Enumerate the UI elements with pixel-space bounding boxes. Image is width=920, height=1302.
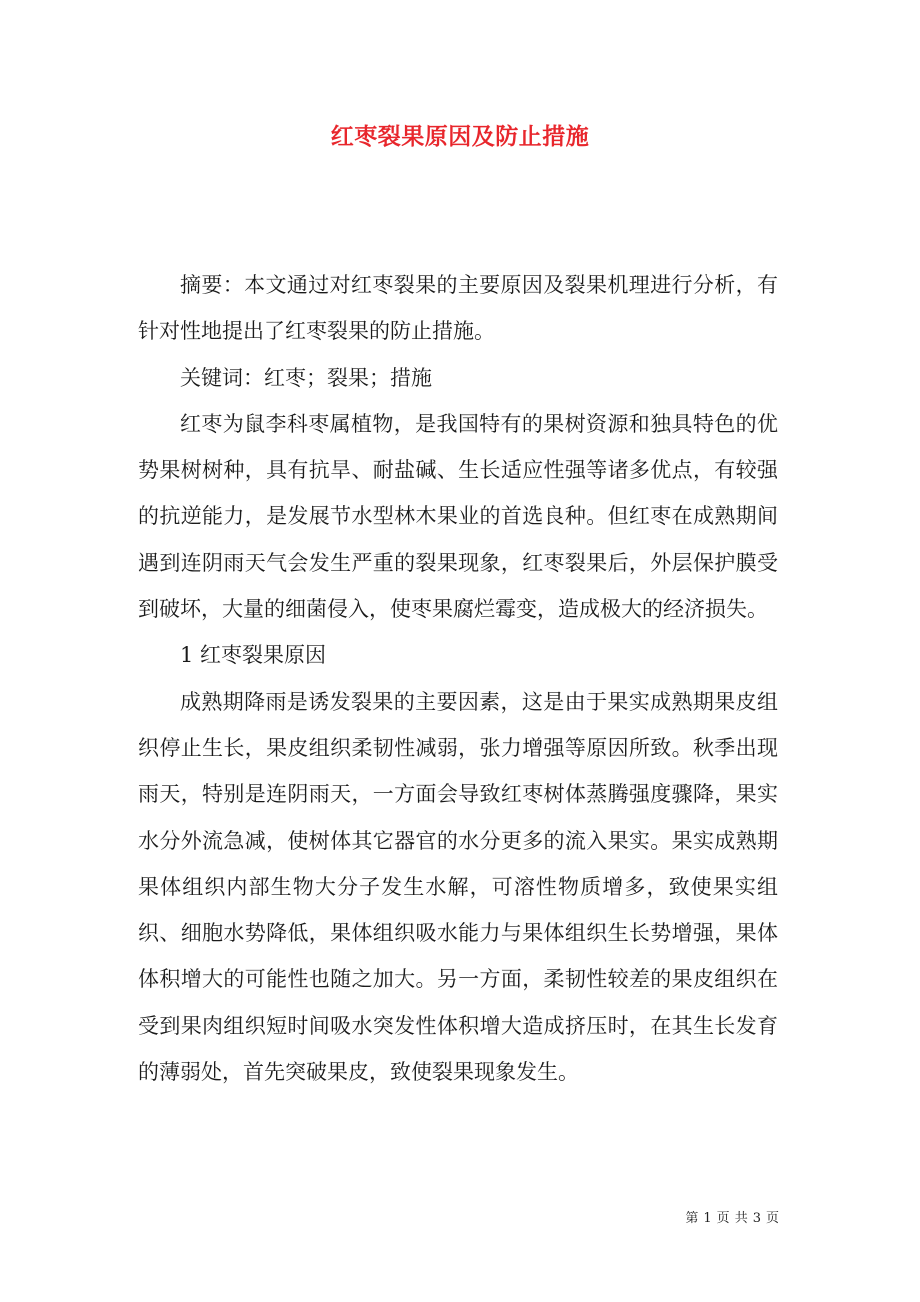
footer-total-suffix: 页: [765, 1211, 780, 1226]
footer-total-pages: 3: [752, 1211, 762, 1226]
cause-paragraph: 成熟期降雨是诱发裂果的主要因素，这是由于果实成熟期果皮组织停止生长，果皮组织柔韧性减弱，张力增强等原因所致。秋季出现雨天，特别是连阴雨天，一方面会导致红枣树体蒸腾强度骤降，果实水分外流急减，使树体其它器官的水分更多的流入果实。果实成熟期果体组织内部生物大分子发生水解，可溶性物质增多，致使果实组织、细胞水势降低，果体组织吸水能力与果体组织生长势增强，果体体积增大的可能性也随之加大。另一方面，柔韧性较差的果皮组织在受到果肉组织短时间吸水突发性体积增大造成挤压时，在其生长发育的薄弱处，首先突破果皮，致使裂果现象发生。: [138, 689, 778, 1085]
document-title: 红枣裂果原因及防止措施: [330, 123, 590, 150]
footer-page-unit: 页: [716, 1211, 731, 1226]
abstract-paragraph: 摘要：本文通过对红枣裂果的主要原因及裂果机理进行分析，有针对性地提出了红枣裂果的防止措施。: [138, 273, 778, 344]
section-heading: 1 红枣裂果原因: [180, 643, 327, 668]
keywords-paragraph: 关键词：红枣；裂果；措施: [180, 365, 432, 390]
footer-current-page: 1: [703, 1211, 713, 1226]
footer-prefix: 第: [685, 1211, 700, 1226]
page-footer: [683, 1207, 782, 1226]
footer-total-prefix: 共: [734, 1211, 749, 1226]
document-body: [138, 262, 778, 1095]
intro-paragraph: 红枣为鼠李科枣属植物，是我国特有的果树资源和独具特色的优势果树树种，具有抗旱、耐盐碱、生长适应性强等诸多优点，有较强的抗逆能力，是发展节水型林木果业的首选良种。但红枣在成熟期间遇到连阴雨天气会发生严重的裂果现象，红枣裂果后，外层保护膜受到破坏，大量的细菌侵入，使枣果腐烂霉变，造成极大的经济损失。: [138, 411, 778, 622]
